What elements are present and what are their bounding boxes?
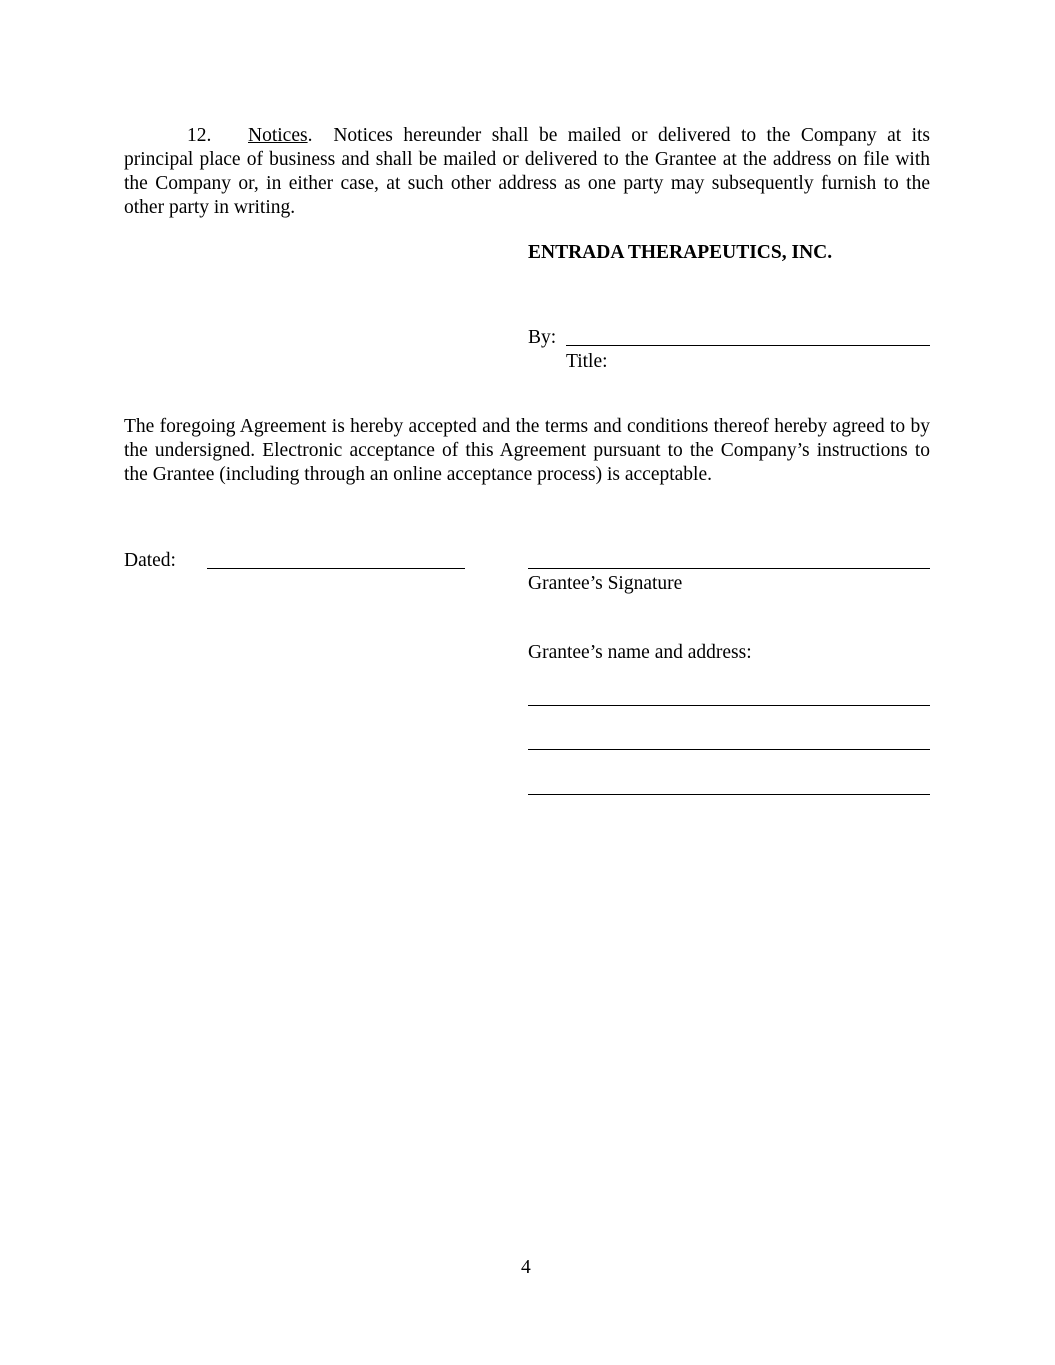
grantee-signature-label: Grantee’s Signature bbox=[528, 573, 683, 594]
section-heading: Notices bbox=[248, 125, 308, 146]
grantee-signature-line[interactable] bbox=[528, 568, 930, 569]
dated-label: Dated: bbox=[124, 550, 176, 571]
company-name: ENTRADA THERAPEUTICS, INC. bbox=[528, 242, 833, 263]
address-line-1[interactable] bbox=[528, 705, 930, 706]
address-line-2[interactable] bbox=[528, 749, 930, 750]
by-label: By: bbox=[528, 327, 557, 348]
page-number: 4 bbox=[521, 1257, 531, 1278]
section-number: 12. bbox=[187, 125, 212, 146]
section-12-notices: 12. Notices. Notices hereunder shall be mailed or delivered to the Company at its principal place of business and shall be mailed or delivered to the Grantee at the address on file with the Company or, in either case, at such other address as one party may subsequently furnish to the other party in writing. bbox=[124, 125, 931, 218]
date-line[interactable] bbox=[207, 568, 465, 569]
grantee-name-address-label: Grantee’s name and address: bbox=[528, 642, 752, 663]
section-text: Notices hereunder shall be mailed or delivered to the Company at its principal place of business and shall be mailed or delivered to the Grantee at the address on file with the Company or, in either case, at such other address as one party may subsequently furnish to the other party in writing. bbox=[124, 125, 931, 218]
acceptance-paragraph: The foregoing Agreement is hereby accepted and the terms and conditions thereof hereby agreed to by the undersigned. Electronic acceptance of this Agreement pursuant to the Company’s instructions to the Grantee (including through an online acceptance process) is acceptable. bbox=[124, 416, 930, 485]
title-label: Title: bbox=[566, 351, 608, 372]
address-line-3[interactable] bbox=[528, 794, 930, 795]
company-signature-line[interactable] bbox=[566, 345, 930, 346]
